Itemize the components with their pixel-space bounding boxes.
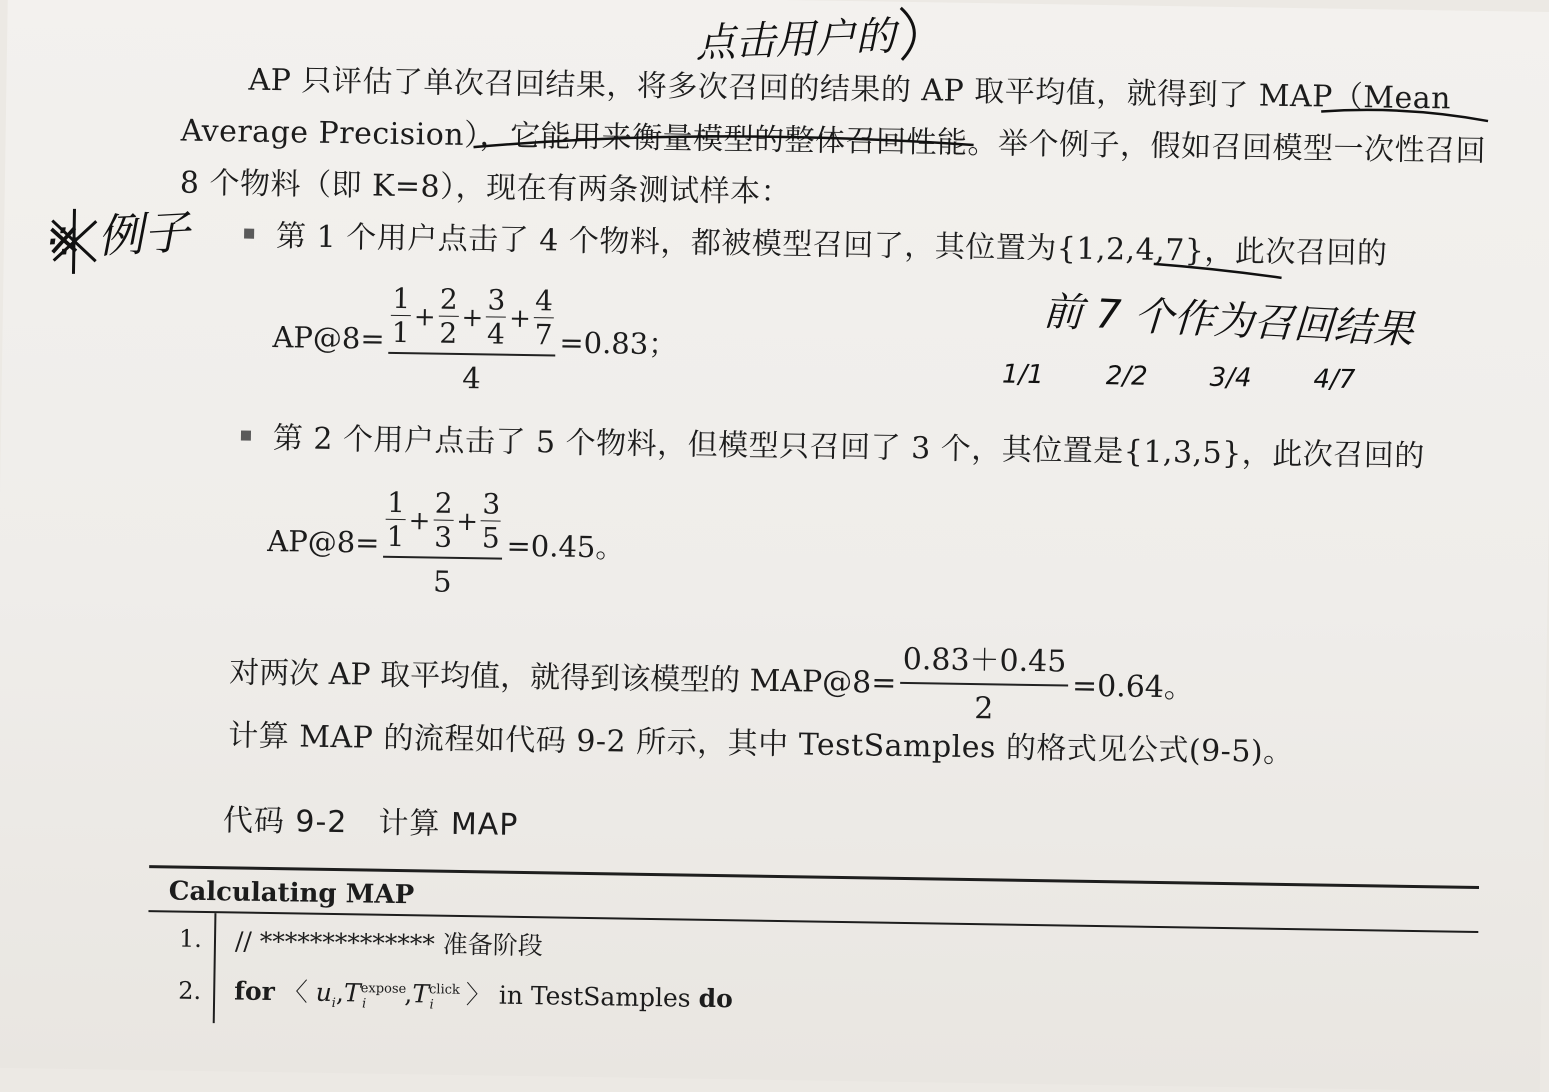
ap-formula-1-lhs: AP@8= <box>272 319 385 356</box>
handwritten-bracket <box>900 8 915 60</box>
handwritten-underline <box>1154 264 1282 278</box>
handwritten-fraction: 4/7 <box>1313 364 1356 396</box>
paragraph-line-3: 8 个物料（即 K=8），现在有两条测试样本： <box>179 165 792 211</box>
in-testsamples: in TestSamples <box>498 980 699 1013</box>
ap-formula-1-denominator: 4 <box>388 352 555 397</box>
ap-formula-2-result: =0.45。 <box>506 529 625 565</box>
ap-formula-2-numerator: 1 1 + $\frac{2}{3}$ + $\frac{3}{5}$ <box>386 485 501 555</box>
handwritten-fractions <box>1002 359 1356 395</box>
handwritten-underline <box>1321 109 1488 121</box>
code-line-1-text: // ************** 准备阶段 <box>234 926 543 961</box>
handwritten-fraction: 1/1 <box>1001 359 1045 391</box>
ap-formula-2-lhs: AP@8= <box>267 523 380 560</box>
ap-formula-1-numerator: 1 1 + $\frac{2}{2}$ + $\frac{3}{4}$ + $\frac{4}{7}$ <box>391 281 554 352</box>
var-t-expose: T <box>343 978 361 1008</box>
bullet-1-text: 第 1 个用户点击了 4 个物料，都被模型召回了，其位置为{1,2,4,7}，此次召回的 <box>275 219 1388 272</box>
code-caption: Calculating MAP <box>168 876 415 911</box>
var-u: u <box>315 977 333 1008</box>
ap-formula-2-denominator: 5 <box>383 556 503 600</box>
code-block-title: 代码 9-2 计算 MAP <box>222 803 519 843</box>
term-fraction: $\frac{3}{5}$ <box>481 487 501 555</box>
ap-formula-1-result: =0.83； <box>559 325 678 362</box>
for-keyword: for <box>233 976 276 1007</box>
var-t-click: T <box>412 979 430 1009</box>
code-line-2: for 〈 $u_i,T^{expose}_i$ $,T^{click}_i$ 〉 in TestSamples do <box>233 976 733 1014</box>
map-formula-result: =0.64。 <box>1071 668 1195 706</box>
bullet-2-text: 第 2 个用户点击了 5 个物料，但模型只召回了 3 个，其位置是{1,3,5}，此次召回的 <box>272 421 1426 475</box>
handwritten-fraction: 2/2 <box>1105 361 1148 392</box>
map-formula-numerator: 0.83＋0.45 <box>902 641 1067 680</box>
handwritten-fraction: 3/4 <box>1209 362 1252 394</box>
handwritten-left-note: ※ 例子 <box>42 204 191 267</box>
paragraph-line-1: AP 只评估了单次召回结果，将多次召回的结果的 AP 取平均值，就得到了 MAP（Mean <box>248 62 1452 117</box>
handwritten-top-note: 点击用户的 <box>694 13 897 67</box>
handwritten-underline <box>474 132 974 155</box>
term-fraction: $\frac{3}{4}$ <box>486 283 506 352</box>
map-formula-prefix: 对两次 AP 取平均值，就得到该模型的 MAP@8= <box>228 654 897 701</box>
handwritten-right-note: 前 7 个作为召回结果 <box>1041 288 1415 354</box>
paragraph-line-2: Average Precision），它能用来衡量模型的整体召回性能。举个例子，假如召回模型一次性召回 <box>180 113 1487 170</box>
flow-description: 计算 MAP 的流程如代码 9-2 所示，其中 TestSamples 的格式见公式(9-5)。 <box>227 718 1294 771</box>
term-fraction: $\frac{2}{2}$ <box>439 282 459 351</box>
code-line-number: 1. <box>178 924 203 953</box>
map-formula-denominator: 2 <box>900 682 1068 728</box>
do-keyword: do <box>698 983 733 1014</box>
term-fraction: $\frac{2}{3}$ <box>433 486 453 555</box>
code-line-number: 2. <box>177 976 202 1005</box>
term-fraction: 1 1 <box>391 281 411 350</box>
term-fraction: 1 1 <box>386 485 406 554</box>
term-fraction: $\frac{4}{7}$ <box>534 284 554 352</box>
